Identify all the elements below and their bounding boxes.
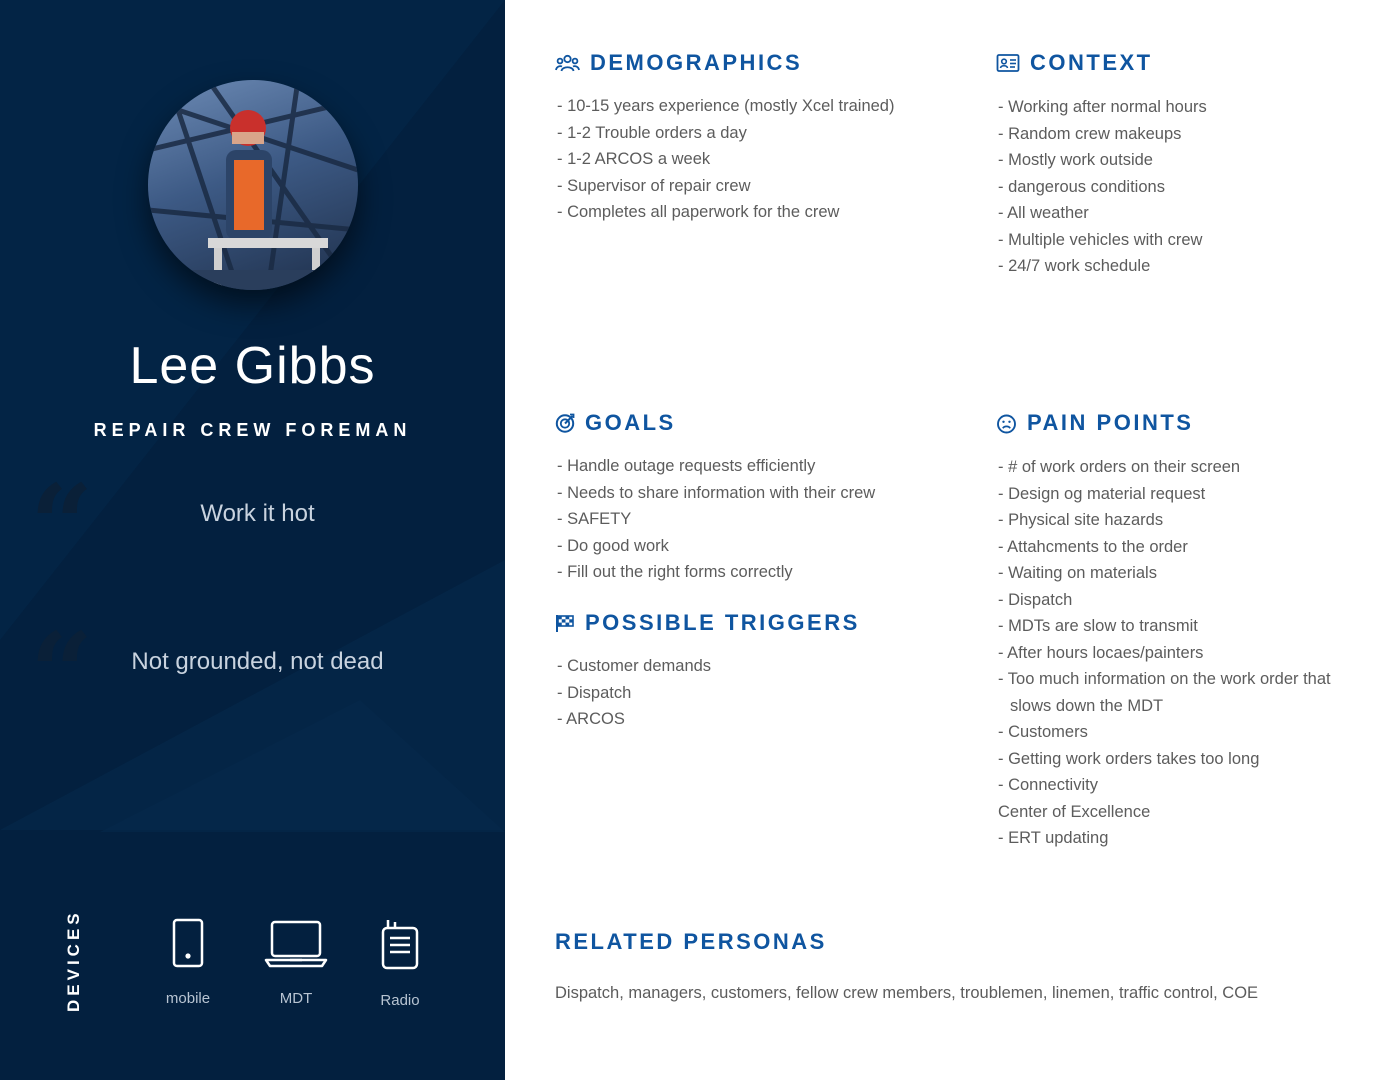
list-item: - SAFETY	[557, 510, 632, 528]
id-card-icon	[996, 53, 1020, 73]
list-item: - After hours locaes/painters	[998, 643, 1204, 662]
list-item: - Customer demands	[557, 657, 712, 675]
list-item: - 10-15 years experience (mostly Xcel trained)	[557, 97, 895, 115]
list-item: - Needs to share information with their crew	[557, 483, 876, 502]
persona-sidebar	[0, 0, 505, 1080]
list-item: - Mostly work outside	[998, 151, 1153, 169]
related-personas-text: Dispatch, managers, customers, fellow crew members, troublemen, linemen, traffic control, COE	[555, 984, 1259, 1002]
avatar	[148, 80, 358, 290]
laptop-icon	[264, 918, 328, 968]
section-heading	[555, 609, 860, 637]
device-mdt	[256, 918, 336, 1007]
persona-quote: Not grounded, not dead	[131, 648, 384, 675]
quote-mark-icon: “	[30, 460, 94, 589]
list-item: - dangerous conditions	[998, 177, 1165, 196]
background-facet	[100, 700, 505, 832]
section-title: CONTEXT	[1030, 50, 1153, 75]
persona-name: Lee Gibbs	[129, 337, 376, 395]
device-radio	[360, 918, 440, 1009]
list-item: - Multiple vehicles with crew	[998, 230, 1203, 249]
device-label: MDT	[279, 990, 313, 1007]
list-item: - Do good work	[557, 536, 669, 555]
list-item: - Completes all paperwork for the crew	[557, 203, 840, 221]
list-item: - Physical site hazards	[998, 511, 1164, 529]
quote-mark-icon: “	[30, 608, 94, 737]
list-item: - Customers	[998, 723, 1088, 741]
section-title: POSSIBLE TRIGGERS	[585, 610, 860, 635]
list-item: - Dispatch	[557, 683, 632, 702]
related-personas-section	[555, 928, 827, 956]
list-item: - Attahcments to the order	[998, 537, 1188, 556]
list-item: - # of work orders on their screen	[998, 458, 1241, 476]
triggers-section	[555, 609, 860, 733]
persona-role: REPAIR CREW FOREMAN	[93, 420, 412, 440]
list-item: - Connectivity	[998, 776, 1098, 794]
list-item: - Fill out the right forms correctly	[557, 563, 793, 581]
goals-section	[555, 409, 875, 586]
device-label: Radio	[380, 992, 420, 1009]
list-item: - 1-2 ARCOS a week	[557, 150, 711, 168]
section-heading	[996, 409, 1356, 437]
list-item: - ARCOS	[557, 710, 625, 728]
target-icon	[555, 413, 575, 433]
list-item: - 1-2 Trouble orders a day	[557, 123, 747, 142]
section-title: DEMOGRAPHICS	[590, 50, 803, 75]
list-item: - Dispatch	[998, 590, 1073, 609]
list-item: - Design og material request	[998, 484, 1206, 503]
list-item: - Handle outage requests efficiently	[557, 457, 816, 475]
section-title: RELATED PERSONAS	[555, 929, 827, 954]
list-item: - All weather	[998, 204, 1089, 222]
radio-icon	[380, 918, 420, 970]
list-item: - Too much information on the work order that slows down the MDT	[998, 670, 1331, 715]
devices-heading: DEVICES	[64, 909, 83, 1012]
people-icon	[555, 53, 580, 73]
device-label: mobile	[165, 990, 211, 1007]
list-item: - 24/7 work schedule	[998, 257, 1151, 275]
persona-quote: Work it hot	[200, 500, 315, 527]
list-item: - Supervisor of repair crew	[557, 176, 751, 195]
section-heading	[555, 928, 827, 956]
demographics-section	[555, 49, 894, 226]
section-title: PAIN POINTS	[1027, 410, 1194, 435]
list-item: - Waiting on materials	[998, 564, 1157, 582]
context-section	[996, 49, 1207, 280]
checkered-flag-icon	[555, 613, 575, 633]
section-heading	[555, 409, 875, 437]
list-item: - MDTs are slow to transmit	[998, 617, 1198, 635]
sad-face-icon	[996, 413, 1017, 434]
device-mobile	[148, 918, 228, 1007]
list-item: Center of Excellence	[998, 802, 1151, 821]
mobile-phone-icon	[172, 918, 204, 968]
list-item: - Random crew makeups	[998, 124, 1182, 143]
list-item: - ERT updating	[998, 829, 1109, 847]
list-item: - Working after normal hours	[998, 98, 1207, 116]
pain-points-section	[996, 409, 1356, 852]
section-heading	[555, 49, 894, 77]
list-item: - Getting work orders takes too long	[998, 749, 1260, 768]
section-title: GOALS	[585, 410, 676, 435]
section-heading	[996, 49, 1207, 77]
